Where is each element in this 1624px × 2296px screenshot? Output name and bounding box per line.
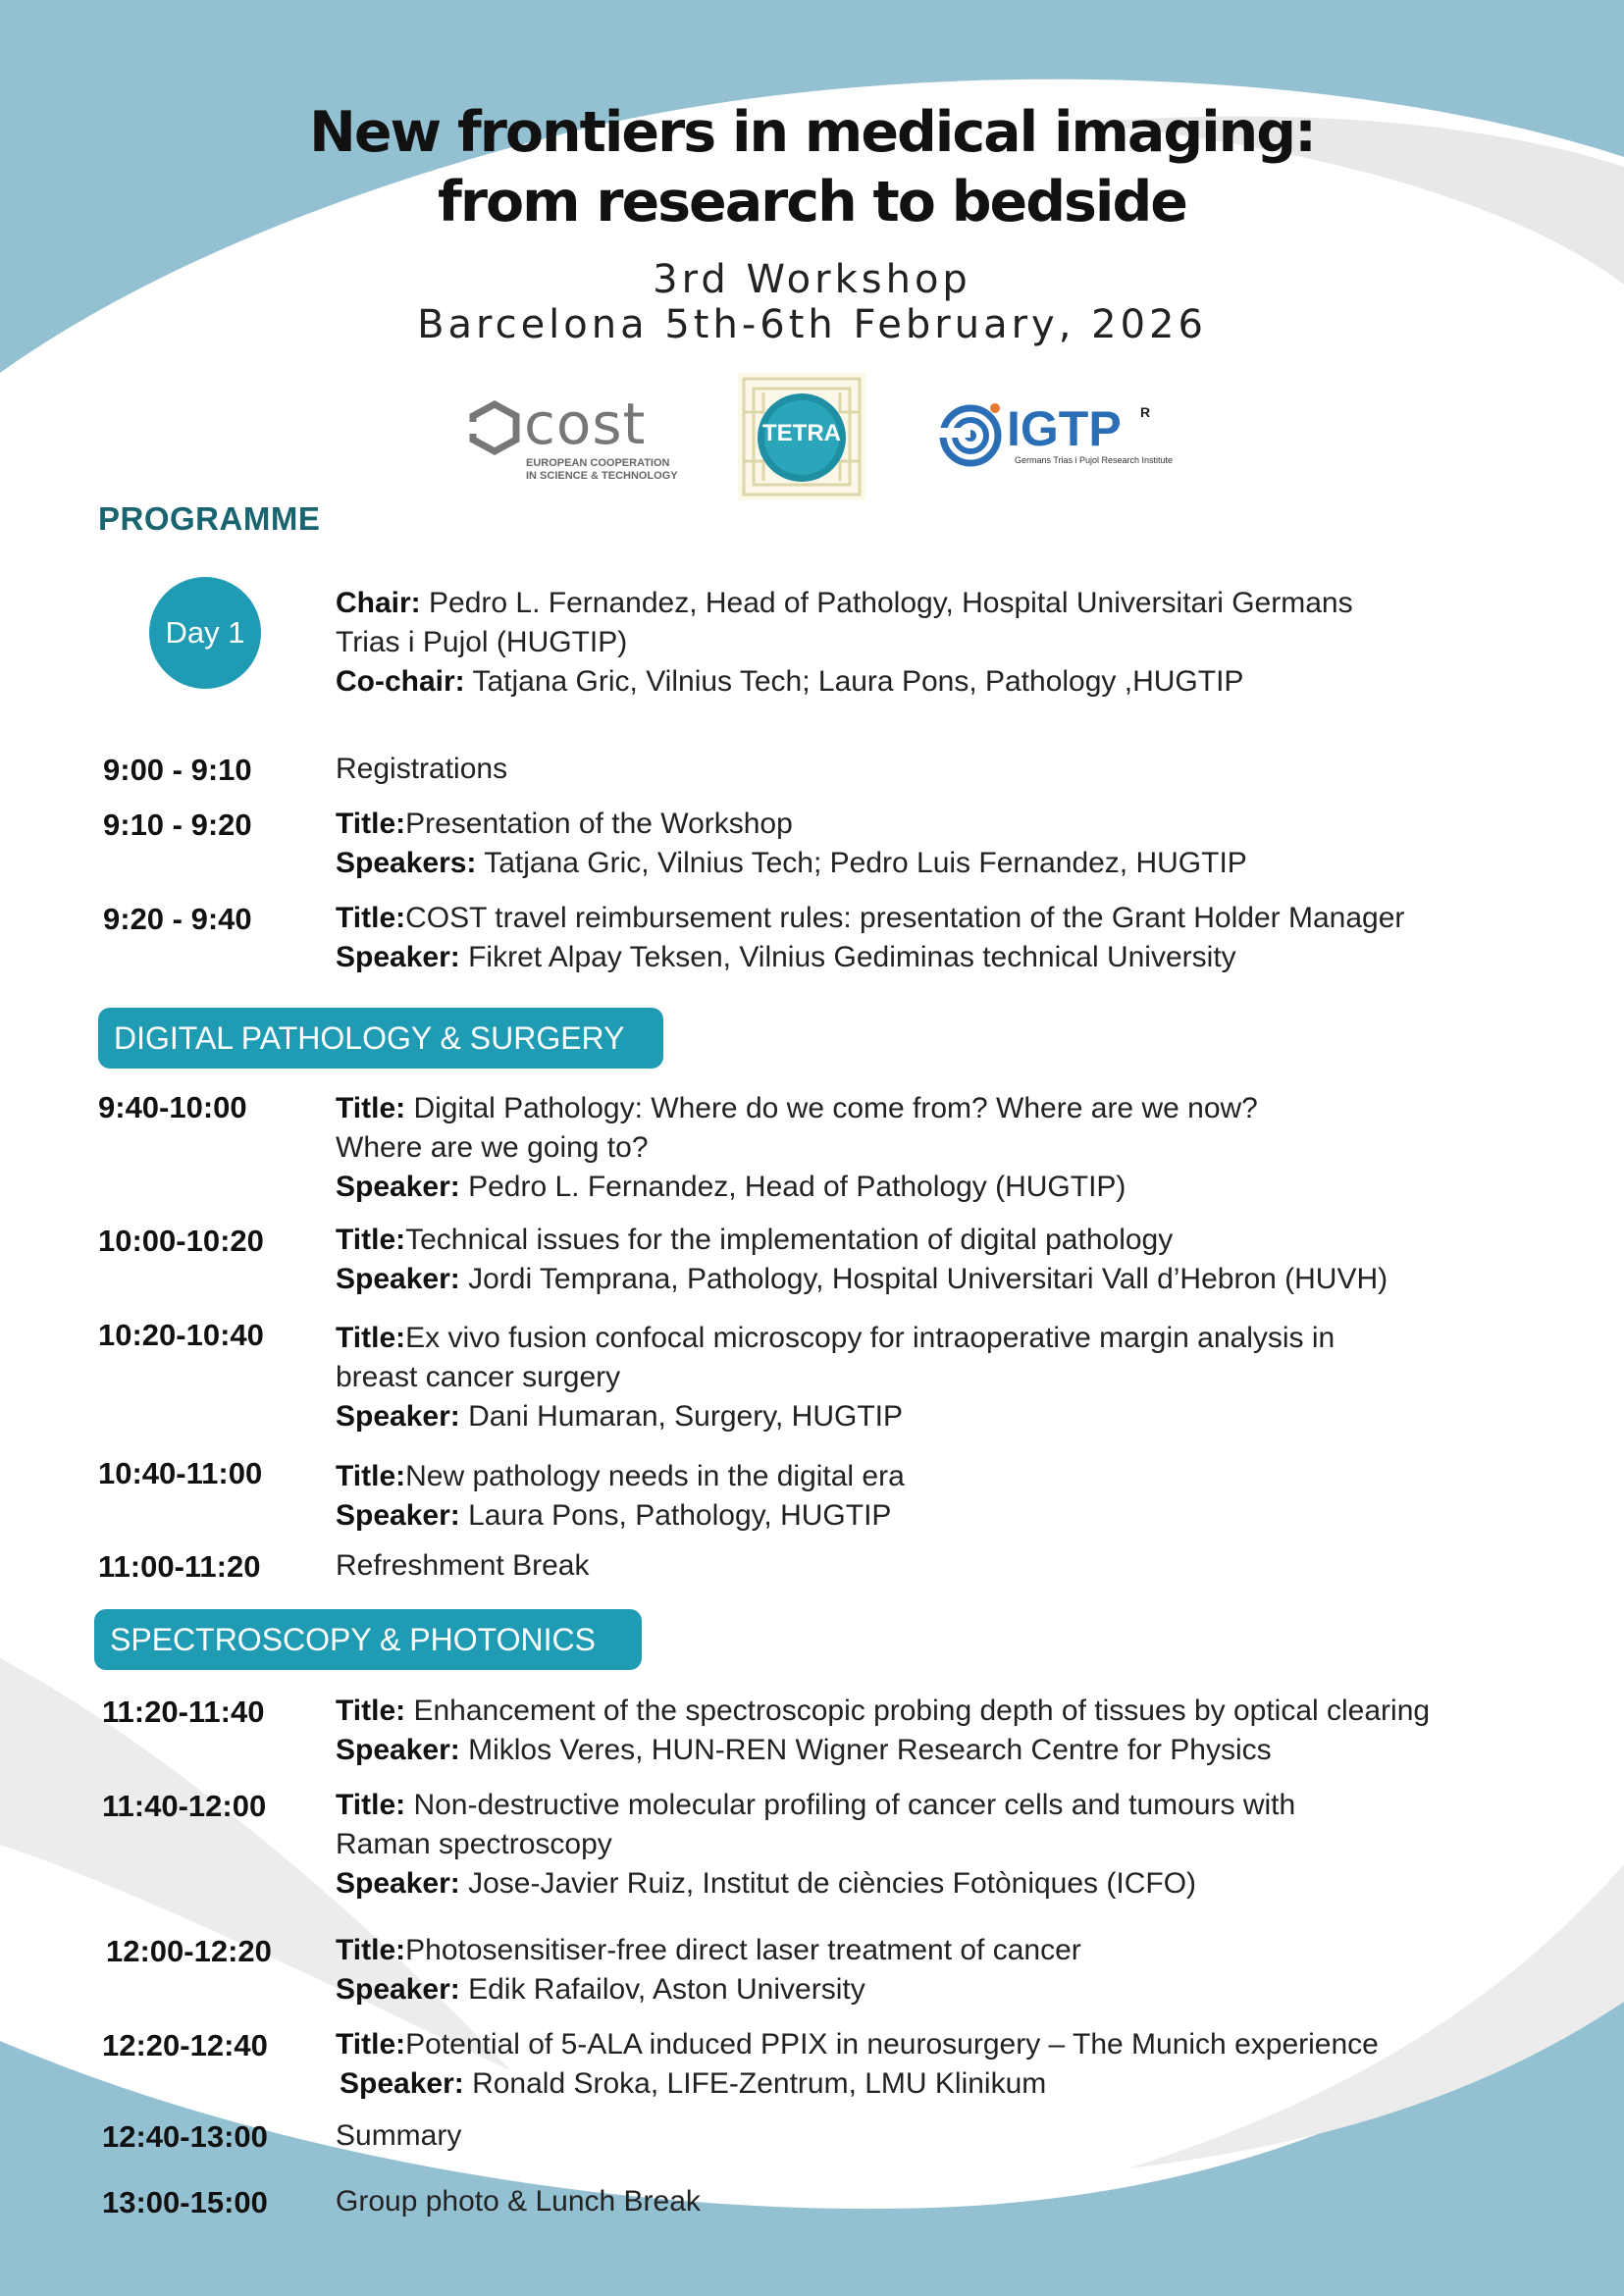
schedule-time: 11:00-11:20 [98, 1549, 261, 1584]
talk-title-line [336, 902, 1404, 935]
talk-title: Enhancement of the spectroscopic probing depth of tissues by optical clearing [405, 1695, 1431, 1727]
speaker-label: Speaker: [340, 2067, 464, 2100]
speaker-label: Speaker: [336, 941, 460, 973]
talk-title-line [336, 808, 793, 841]
speaker-label: Speaker: [336, 1734, 460, 1766]
section-digital-pathology: DIGITAL PATHOLOGY & SURGERY [98, 1008, 663, 1069]
talk-title: Presentation of the Workshop [405, 808, 793, 840]
talk-speaker-line [336, 941, 1236, 974]
title-label: Title: [336, 1460, 406, 1492]
schedule-time: 10:40-11:00 [98, 1456, 263, 1490]
talk-title-line [336, 1934, 1081, 1967]
schedule-time: 11:40-12:00 [102, 1789, 267, 1823]
talk-speaker-line [336, 1499, 891, 1533]
speaker-label: Speaker: [336, 1171, 460, 1203]
schedule-item-text: Group photo & Lunch Break [336, 2185, 701, 2218]
title-line-1: New frontiers in medical imaging: [309, 100, 1315, 165]
cochair-line [336, 665, 1243, 699]
title-label: Title: [336, 1934, 406, 1966]
talk-title-continued: Raman spectroscopy [336, 1828, 612, 1860]
chair-line-1 [336, 587, 1353, 620]
tetra-logo-word: TETRA [762, 420, 841, 446]
talk-speaker-line [336, 1263, 1388, 1296]
talk-title-line [336, 1695, 1430, 1728]
talk-title-continued: breast cancer surgery [336, 1361, 621, 1393]
igtp-registered-mark: R [1140, 404, 1151, 420]
talk-speaker-line [336, 1867, 1196, 1901]
talk-speaker: Miklos Veres, HUN-REN Wigner Research Centre for Physics [459, 1734, 1272, 1766]
schedule-item-text: Registrations [336, 753, 508, 785]
title-label: Title: [336, 1789, 406, 1821]
talk-title: Ex vivo fusion confocal microscopy for intraoperative margin analysis in [405, 1322, 1336, 1354]
schedule-item-text: Summary [336, 2119, 462, 2152]
chair-text: Pedro L. Fernandez, Head of Pathology, Hospital Universitari Germans [420, 587, 1353, 619]
title-line-2: from research to bedside [438, 170, 1186, 235]
cochair-label: Co-chair: [336, 665, 465, 698]
igtp-logo-word: IGTP [1007, 401, 1122, 456]
talk-title: Technical issues for the implementation of digital pathology [405, 1224, 1174, 1256]
section-spectroscopy: SPECTROSCOPY & PHOTONICS [94, 1609, 642, 1670]
cost-tagline-line-1: EUROPEAN COOPERATION [526, 457, 670, 469]
talk-title-line [336, 1092, 1258, 1125]
title-label: Title: [336, 1092, 406, 1124]
talk-speaker-line [336, 1171, 1126, 1204]
title-label: Title: [336, 1695, 406, 1727]
chair-line-2: Trias i Pujol (HUGTIP) [336, 626, 628, 658]
talk-speaker-line [336, 1734, 1272, 1767]
speaker-label: Speaker: [336, 1400, 460, 1433]
cochair-text: Tatjana Gric, Vilnius Tech; Laura Pons, Pathology ,HUGTIP [464, 665, 1244, 698]
talk-speaker: Fikret Alpay Teksen, Vilnius Gediminas technical University [459, 941, 1236, 973]
tetra-logo [738, 373, 865, 500]
talk-title-line [336, 1789, 1295, 1822]
cost-logo [465, 391, 693, 485]
title-label: Title: [336, 902, 406, 934]
chair-label: Chair: [336, 587, 421, 619]
talk-title: COST travel reimbursement rules: presentation of the Grant Holder Manager [405, 902, 1405, 934]
talk-title-line [336, 1322, 1335, 1355]
talk-speaker: Dani Humaran, Surgery, HUGTIP [459, 1400, 903, 1433]
talk-title: Potential of 5-ALA induced PPIX in neurosurgery – The Munich experience [405, 2028, 1379, 2061]
schedule-time: 9:10 - 9:20 [103, 808, 252, 842]
schedule-time: 9:20 - 9:40 [103, 902, 252, 936]
schedule-time: 11:20-11:40 [102, 1695, 265, 1729]
schedule-time: 12:40-13:00 [102, 2119, 268, 2154]
speaker-label: Speaker: [336, 1867, 460, 1900]
talk-speaker: Jordi Temprana, Pathology, Hospital Universitari Vall d’Hebron (HUVH) [459, 1263, 1388, 1295]
talk-speaker: Pedro L. Fernandez, Head of Pathology (HUGTIP) [459, 1171, 1126, 1203]
talk-speaker: Edik Rafailov, Aston University [459, 1973, 865, 2006]
schedule-time: 10:00-10:20 [98, 1224, 264, 1258]
talk-speaker: Ronald Sroka, LIFE-Zentrum, LMU Klinikum [463, 2067, 1047, 2100]
talk-title-line [336, 2028, 1379, 2061]
talk-title-line [336, 1224, 1173, 1257]
igtp-logo-tagline: Germans Trias i Pujol Research Institute [1015, 455, 1174, 465]
speaker-label: Speaker: [336, 1499, 460, 1532]
title-label: Title: [336, 1224, 406, 1256]
schedule-time: 10:20-10:40 [98, 1318, 264, 1352]
subtitle-line-2: Barcelona 5th-6th February, 2026 [417, 302, 1207, 347]
programme-heading: PROGRAMME [98, 500, 321, 537]
subtitle-line-1: 3rd Workshop [653, 257, 971, 302]
talk-speaker: Laura Pons, Pathology, HUGTIP [459, 1499, 892, 1532]
title-label: Title: [336, 2028, 406, 2061]
cost-tagline-line-2: IN SCIENCE & TECHNOLOGY [526, 470, 678, 482]
speakers-label: Speakers: [336, 847, 477, 879]
talk-title: Photosensitiser-free direct laser treatment of cancer [405, 1934, 1081, 1966]
schedule-time: 9:00 - 9:10 [103, 753, 252, 787]
title-label: Title: [336, 808, 406, 840]
schedule-time: 12:00-12:20 [106, 1934, 272, 1968]
speaker-label: Speaker: [336, 1973, 460, 2006]
schedule-time: 13:00-15:00 [102, 2185, 268, 2219]
speaker-label: Speaker: [336, 1263, 460, 1295]
igtp-logo [936, 394, 1174, 483]
schedule-time: 9:40-10:00 [98, 1090, 247, 1124]
talk-title-line [336, 1460, 905, 1493]
talk-title: New pathology needs in the digital era [405, 1460, 905, 1492]
talk-title-continued: Where are we going to? [336, 1131, 649, 1164]
talk-title: Non-destructive molecular profiling of cancer cells and tumours with [405, 1789, 1296, 1821]
day-badge: Day 1 [149, 577, 261, 689]
talk-speaker: Jose-Javier Ruiz, Institut de ciències Fotòniques (ICFO) [459, 1867, 1197, 1900]
cost-logo-tagline [526, 457, 678, 483]
title-label: Title: [336, 1322, 406, 1354]
cost-logo-word: cost [524, 391, 647, 457]
talk-speaker-line [336, 847, 1247, 880]
igtp-spiral-icon [936, 398, 1005, 467]
talk-speaker-line [336, 1400, 903, 1434]
schedule-time: 12:20-12:40 [102, 2028, 268, 2062]
talk-speaker-line [336, 1973, 865, 2007]
schedule-item-text: Refreshment Break [336, 1549, 590, 1582]
talk-speaker: Tatjana Gric, Vilnius Tech; Pedro Luis Fernandez, HUGTIP [476, 847, 1247, 879]
talk-speaker-line [340, 2067, 1046, 2101]
talk-title: Digital Pathology: Where do we come from? Where are we now? [405, 1092, 1258, 1124]
